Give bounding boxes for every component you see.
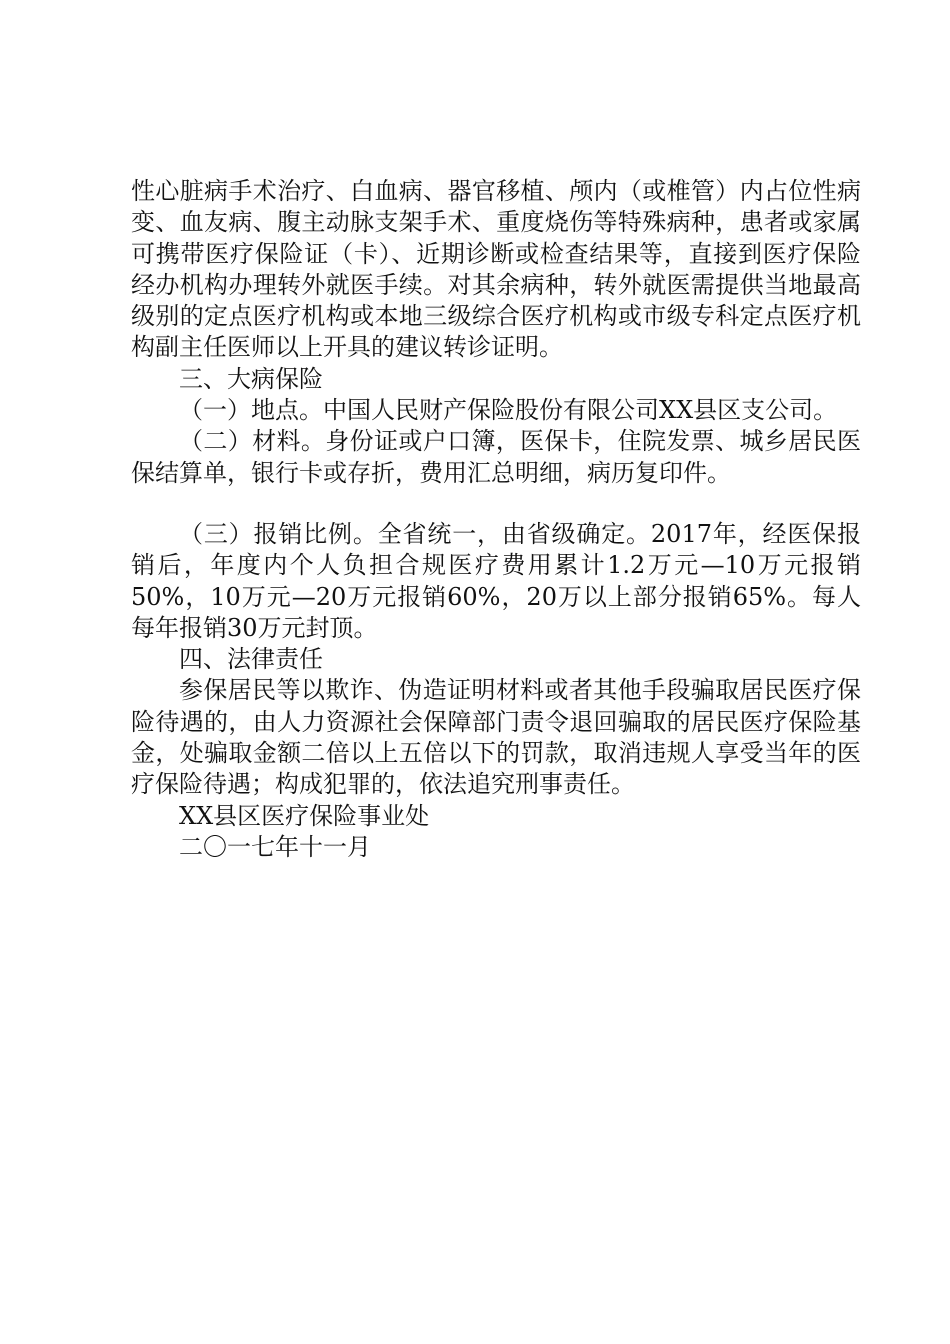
paragraph-spacer: [131, 489, 861, 519]
section-3-item-1: （一）地点。中国人民财产保险股份有限公司XX县区支公司。: [179, 396, 838, 425]
section-4-body: 参保居民等以欺诈、伪造证明材料或者其他手段骗取居民医疗保险待遇的，由人力资源社会保障部门责令退回骗取的居民医疗保险基金，处骗取金额二倍以上五倍以下的罚款，取消违规人享受当年的医疗保险待遇；构成犯罪的，依法追究刑事责任。: [131, 676, 861, 799]
document-body: [131, 176, 861, 863]
intro-paragraph: 性心脏病手术治疗、白血病、器官移植、颅内（或椎管）内占位性病变、血友病、腹主动脉支架手术、重度烧伤等特殊病种，患者或家属可携带医疗保险证（卡）、近期诊断或检查结果等，直接到医疗保险经办机构办理转外就医手续。对其余病种，转外就医需提供当地最高级别的定点医疗机构或本地三级综合医疗机构或市级专科定点医疗机构副主任医师以上开具的建议转诊证明。: [131, 177, 861, 362]
section-3-item-2: （二）材料。身份证或户口簿，医保卡，住院发票、城乡居民医保结算单，银行卡或存折，费用汇总明细，病历复印件。: [131, 427, 861, 487]
section-4-heading: 四、法律责任: [179, 645, 323, 674]
section-3-heading: 三、大病保险: [179, 364, 323, 393]
signature-date: 二〇一七年十一月: [179, 832, 371, 861]
signature-organization: XX县区医疗保险事业处: [179, 801, 430, 830]
section-3-item-3: （三）报销比例。全省统一，由省级确定。2017年，经医保报销后，年度内个人负担合规医疗费用累计1.2万元—10万元报销50%，10万元—20万元报销60%，20万以上部分报销65%。每人每年报销30万元封顶。: [131, 519, 861, 642]
